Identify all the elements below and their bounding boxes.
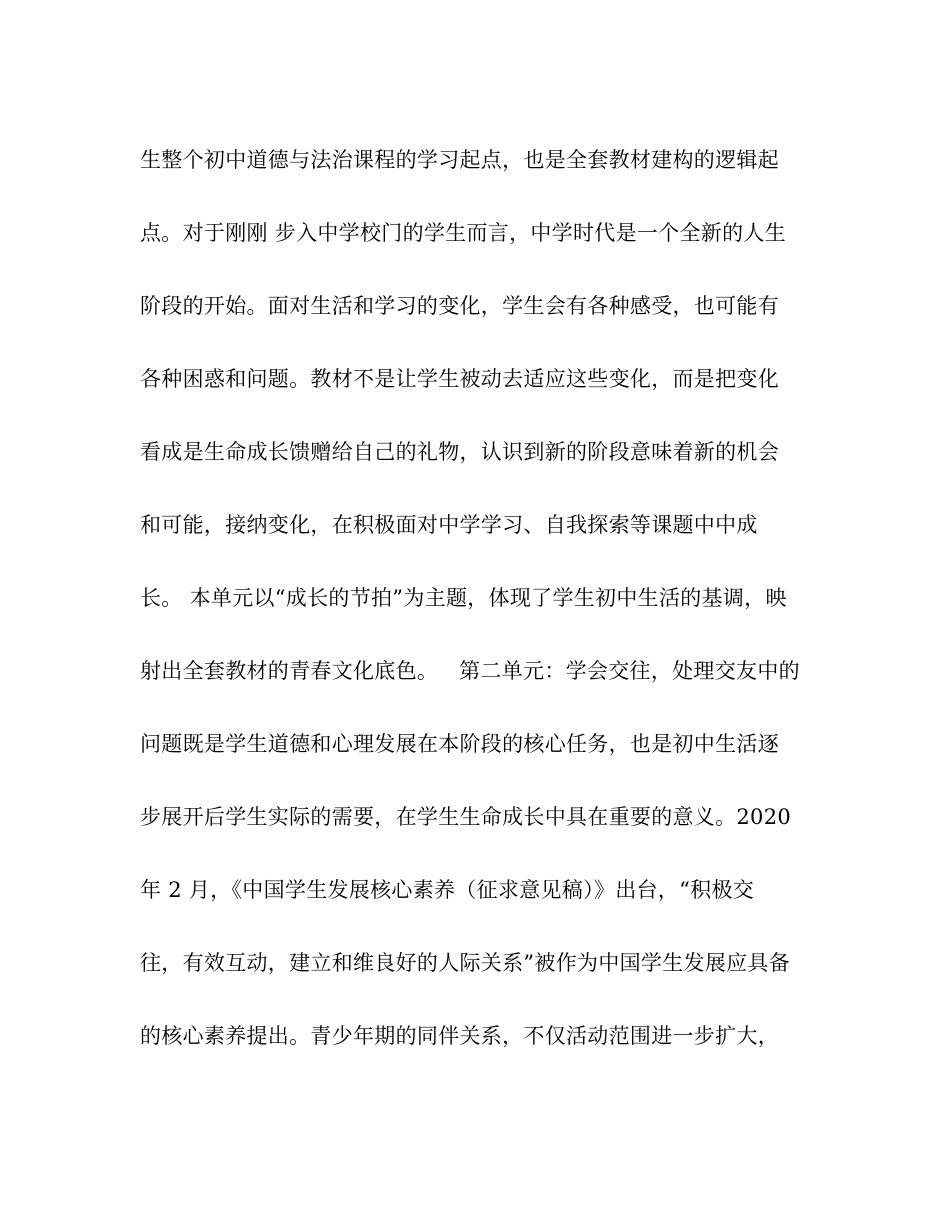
text-line: 年 2 月，《中国学生发展核心素养（征求意见稿）》出台，“积极交 xyxy=(140,878,755,902)
text-line: 长。 本单元以“成长的节拍”为主题，体现了学生初中生活的基调，映 xyxy=(140,586,787,610)
text-line: 点。对于刚刚 步入中学校门的学生而言，中学时代是一个全新的人生 xyxy=(140,221,786,245)
text-line: 和可能，接纳变化，在积极面对中学学习、自我探索等课题中中成 xyxy=(140,513,758,537)
text-line: 各种困惑和问题。教材不是让学生被动去适应这些变化，而是把变化 xyxy=(140,367,779,391)
text-line: 射出全套教材的青春文化底色。 第二单元：学会交往，处理交友中的 xyxy=(140,659,800,683)
text-line: 阶段的开始。面对生活和学习的变化，学生会有各种感受，也可能有 xyxy=(140,294,779,318)
text-line: 问题既是学生道德和心理发展在本阶段的核心任务，也是初中生活逐 xyxy=(140,732,779,756)
text-line: 看成是生命成长馈赠给自己的礼物，认识到新的阶段意味着新的机会 xyxy=(140,440,779,464)
body-text xyxy=(140,138,820,1087)
text-line: 生整个初中道德与法治课程的学习起点，也是全套教材建构的逻辑起 xyxy=(140,148,779,172)
text-line: 往，有效互动，建立和维良好的人际关系”被作为中国学生发展应具备 xyxy=(140,951,791,975)
text-line: 步展开后学生实际的需要，在学生生命成长中具在重要的意义。2020 xyxy=(140,805,792,829)
text-line: 的核心素养提出。青少年期的同伴关系，不仅活动范围进一步扩大， xyxy=(140,1024,779,1048)
